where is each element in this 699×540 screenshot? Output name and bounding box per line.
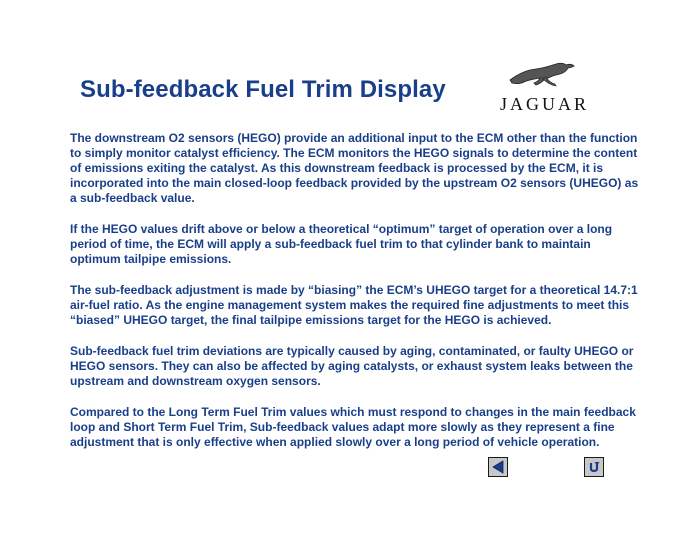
paragraph: Sub-feedback fuel trim deviations are typically caused by aging, contaminated, or faulty UHEGO or HEGO sensors. They can also be affected by aging catalysts, or exhaust system leaks between the upstream and downstream oxygen sensors. [70,344,634,388]
triangle-left-icon [491,460,505,474]
paragraph: If the HEGO values drift above or below a theoretical “optimum” target of operation over a long period of time, the ECM will apply a sub-feedback fuel trim to that cylinder bank to maintain optimum tailpipe emissions. [70,222,613,266]
logo-text: JAGUAR [500,94,590,114]
return-button[interactable] [584,457,604,477]
jaguar-logo [498,60,598,120]
leaping-jaguar-icon [506,60,586,90]
return-icon [587,460,601,474]
paragraph: The sub-feedback adjustment is made by “biasing” the ECM’s UHEGO target for a theoretical 14.7:1 air-fuel ratio. As the engine management system makes the required fine adjustments to meet this “biased” UHEGO target, the final tailpipe emissions target for the HEGO is achieved. [70,283,638,327]
body-text [70,131,640,466]
page-title: Sub-feedback Fuel Trim Display [80,76,446,103]
back-button[interactable] [488,457,508,477]
paragraph: Compared to the Long Term Fuel Trim values which must respond to changes in the main feedback loop and Short Term Fuel Trim, Sub-feedback values adapt more slowly as they represent a fine adjustment that is only effective when applied slowly over a long period of vehicle operation. [70,405,636,449]
paragraph: The downstream O2 sensors (HEGO) provide an additional input to the ECM other than the function to simply monitor catalyst efficiency. The ECM monitors the HEGO signals to determine the content of emissions exiting the catalyst. As this downstream feedback is processed by the ECM, it is incorporated into the main closed-loop feedback provided by the upstream O2 sensors (UHEGO) as a sub-feedback value. [70,131,639,205]
